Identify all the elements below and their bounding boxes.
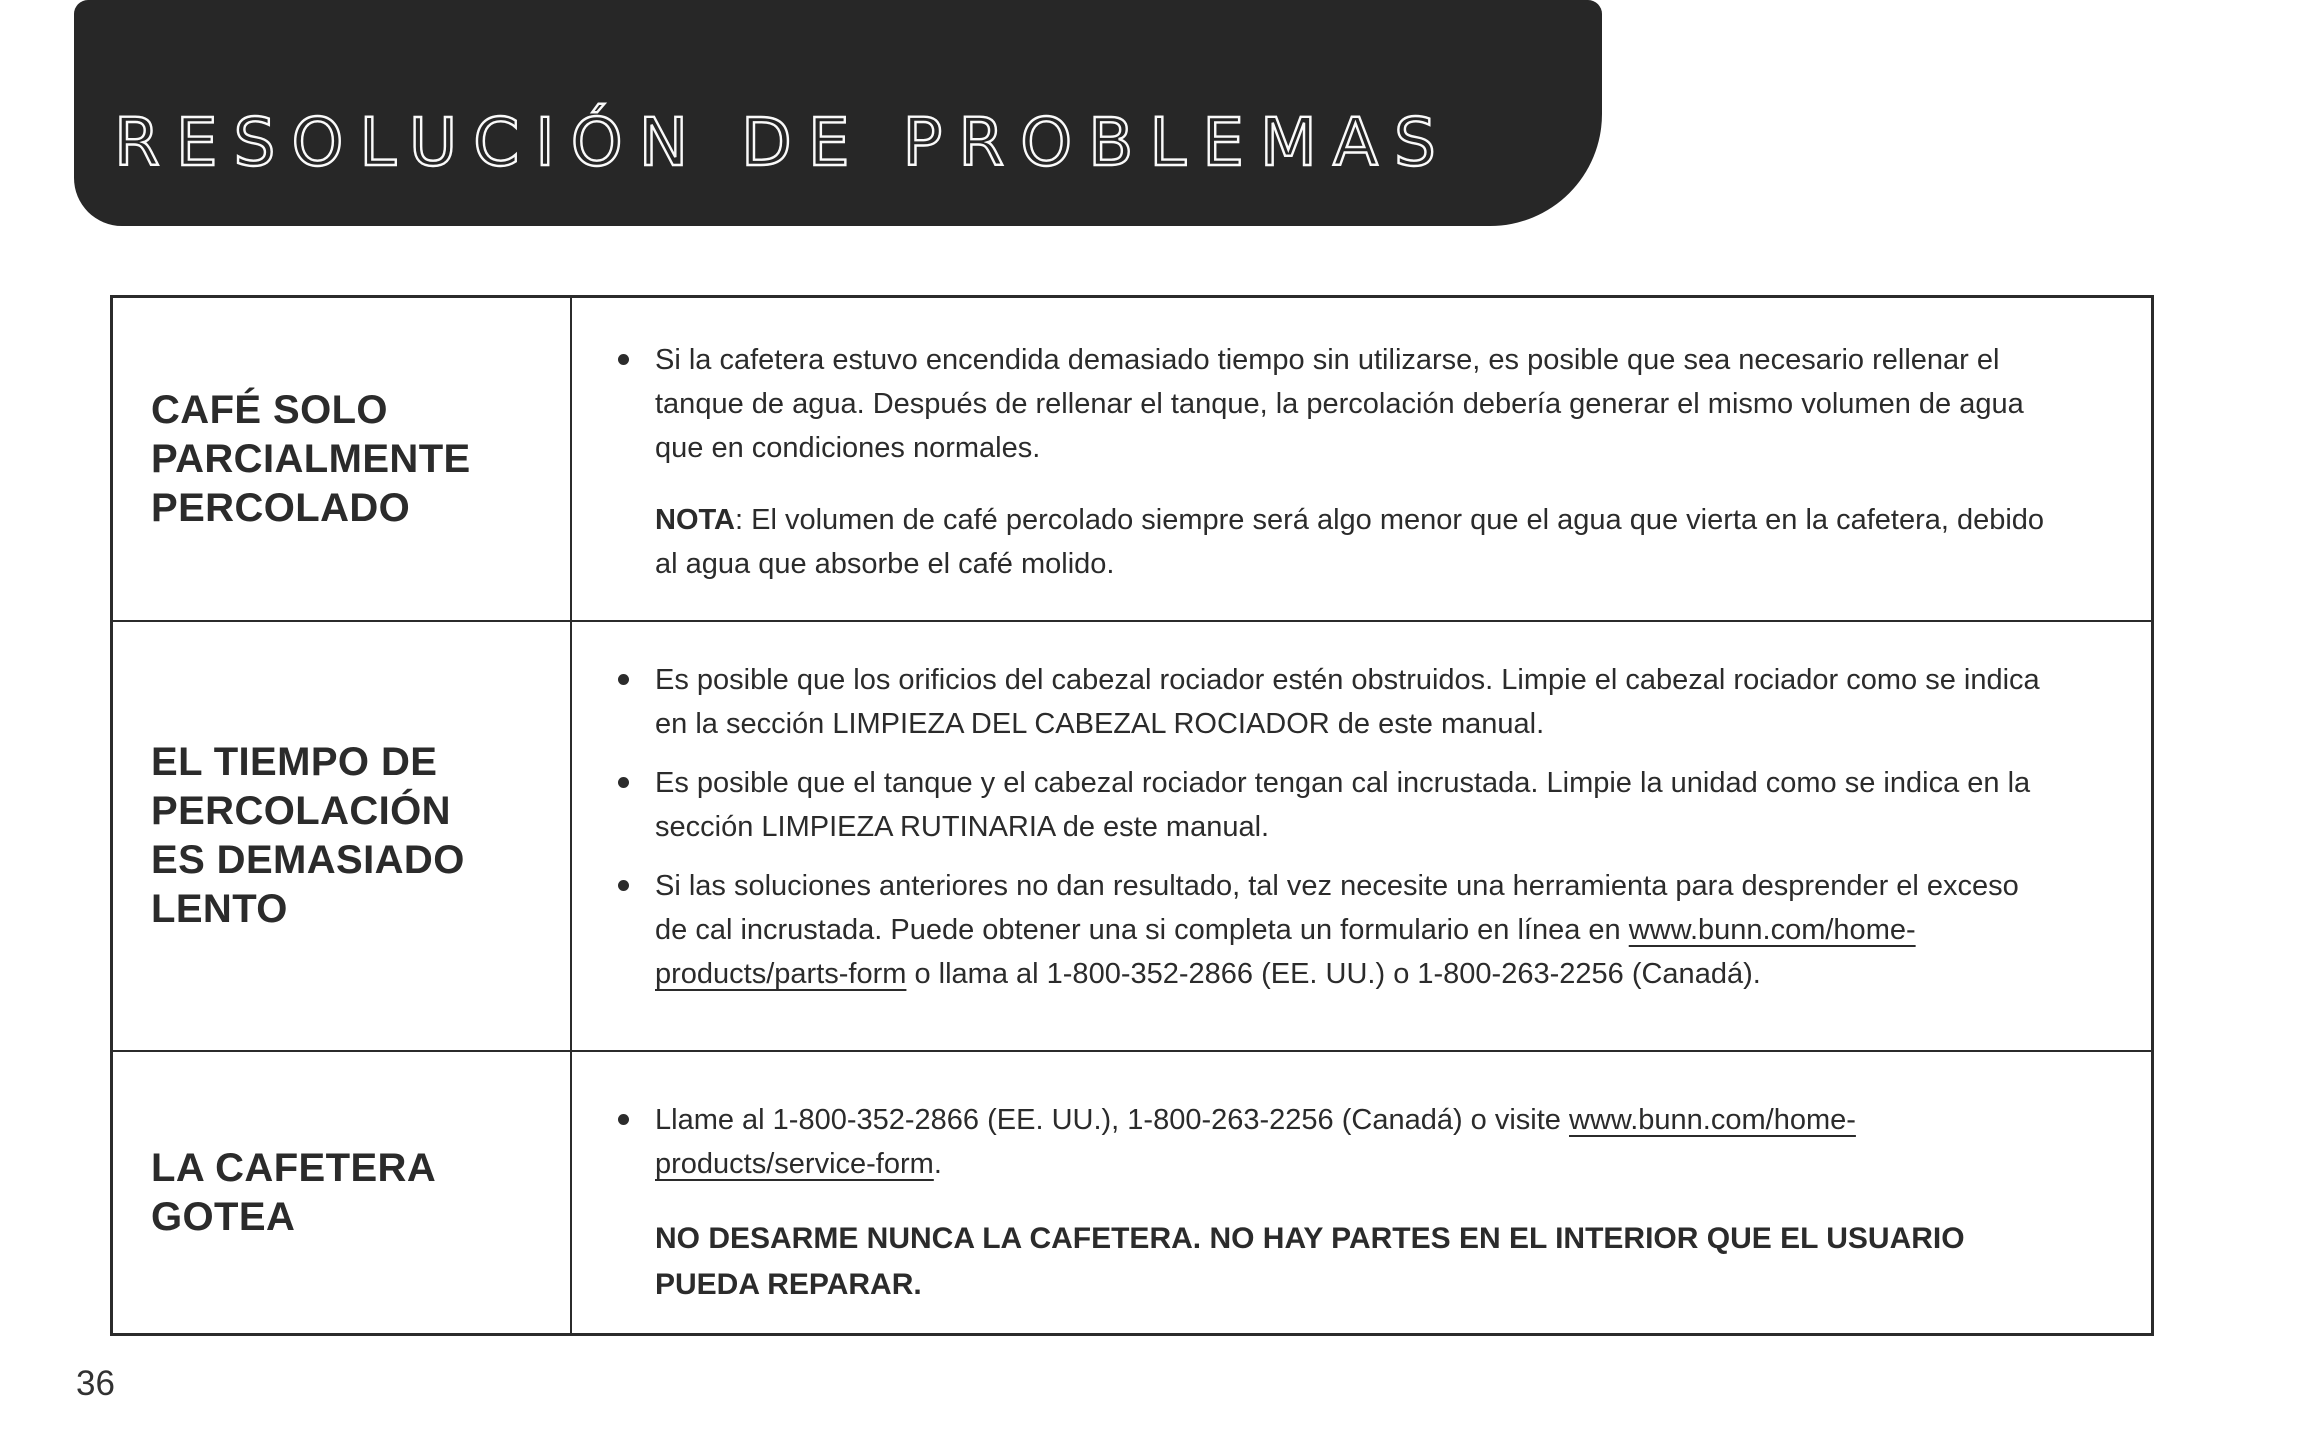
bullet-text: Si la cafetera estuvo encendida demasiado tiempo sin utilizarse, es posible que sea necesario rellenar el tanque de agua. Después de rellenar el tanque, la percolación debería generar el mismo volumen de agua que en condiciones normales. <box>655 344 2024 464</box>
bullet-dot-icon <box>618 777 629 788</box>
problem-label-cell <box>113 298 572 620</box>
problem-label-line: EL TIEMPO DE <box>151 740 438 784</box>
bullet-text-pre: Si las soluciones anteriores no dan resultado, tal vez necesite una herramienta para desprender el exceso de cal incrustada. Puede obtener una si completa un formulario en línea en <box>655 870 2019 946</box>
troubleshooting-banner <box>74 0 1602 226</box>
page-title: RESOLUCIÓN DE PROBLEMAS <box>114 104 1452 181</box>
bullet-text <box>655 1098 2056 1186</box>
bullet-item <box>618 338 2056 470</box>
problem-label-cell <box>113 622 572 1050</box>
warning-text: NO DESARME NUNCA LA CAFETERA. NO HAY PARTES EN EL INTERIOR QUE EL USUARIO PUEDA REPARAR. <box>655 1222 1965 1301</box>
bullet-text-pre: Llame al 1-800-352-2866 (EE. UU.), 1-800-263-2256 (Canadá) o visite <box>655 1104 1569 1136</box>
problem-label-line: PERCOLACIÓN <box>151 789 451 833</box>
problem-label-line: ES DEMASIADO <box>151 838 465 882</box>
bullet-text: Es posible que los orificios del cabezal rociador estén obstruidos. Limpie el cabezal rociador como se indica en la sección LIMPIEZA DEL CABEZAL ROCIADOR de este manual. <box>655 664 2040 740</box>
solution-cell <box>572 298 2151 620</box>
bullet-item <box>618 1098 2056 1186</box>
solution-cell <box>572 622 2151 1050</box>
problem-label-line: CAFÉ SOLO <box>151 387 388 432</box>
bullet-dot-icon <box>618 674 629 685</box>
bullet-dot-icon <box>618 354 629 365</box>
note-text: El volumen de café percolado siempre será algo menor que el agua que vierta en la cafetera, debido al agua que absorbe el café molido. <box>655 504 2045 580</box>
table-row-cafetera-gotea <box>113 1050 2151 1333</box>
note-label: NOTA <box>655 504 736 536</box>
table-row-cafe-solo <box>113 298 2151 620</box>
troubleshooting-table <box>110 295 2154 1336</box>
note-separator: : <box>735 504 752 536</box>
bullet-text: Es posible que el tanque y el cabezal rociador tengan cal incrustada. Limpie la unidad como se indica en la sección LIMPIEZA RUTINARIA de este manual. <box>655 767 2031 843</box>
table-row-percolacion-lenta <box>113 620 2151 1050</box>
bullet-item <box>618 761 2056 849</box>
bullet-item <box>618 658 2056 746</box>
problem-label-line: LENTO <box>151 887 288 931</box>
bullet-text-post: . <box>933 1148 942 1180</box>
problem-label-line: GOTEA <box>151 1194 296 1239</box>
note-paragraph <box>655 498 2056 586</box>
bullet-text <box>655 864 2056 996</box>
page-number: 36 <box>76 1364 115 1403</box>
bullet-dot-icon <box>618 1114 629 1125</box>
bullet-text-post: o llama al 1-800-352-2866 (EE. UU.) o 1-800-263-2256 (Canadá). <box>906 958 1761 990</box>
problem-label-line: LA CAFETERA <box>151 1145 437 1190</box>
bullet-item <box>618 864 2056 996</box>
solution-cell <box>572 1052 2151 1333</box>
parts-form-link[interactable]: www.bunn.com/home-products/parts-form <box>655 914 1916 990</box>
problem-label-cell <box>113 1052 572 1333</box>
problem-label-line: PARCIALMENTE <box>151 436 471 481</box>
bullet-dot-icon <box>618 880 629 891</box>
service-form-link[interactable]: www.bunn.com/home-products/service-form <box>655 1104 1856 1180</box>
problem-label-line: PERCOLADO <box>151 485 411 530</box>
